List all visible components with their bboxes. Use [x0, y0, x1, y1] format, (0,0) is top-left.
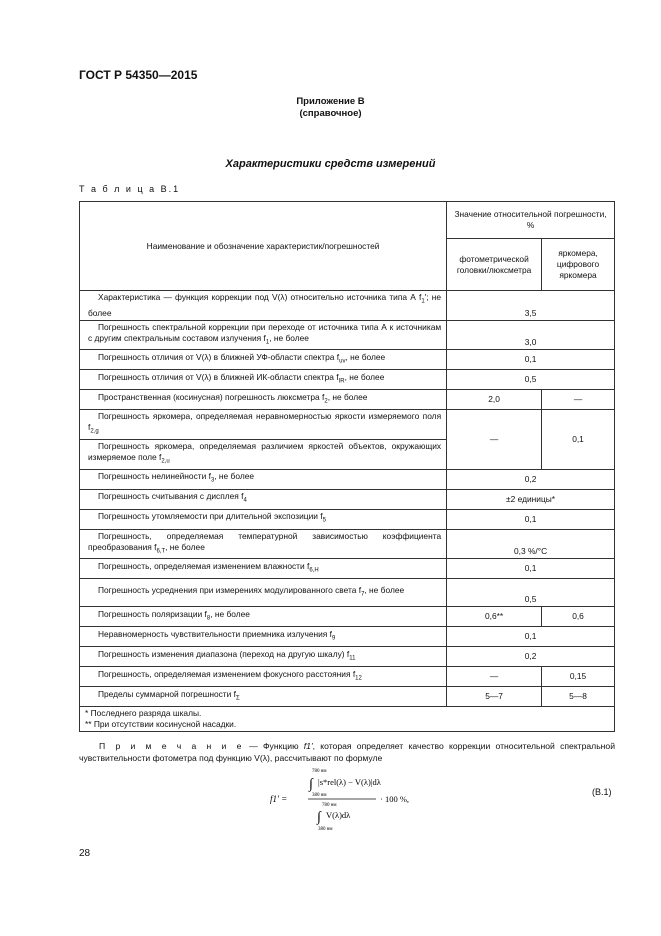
column-header-photometric: фотометрической головки/люксметра — [447, 239, 542, 291]
appendix-title: Приложение В — [296, 96, 365, 107]
page-number: 28 — [79, 848, 91, 859]
column-header-name: Наименование и обозначение характеристик/погрешностей — [80, 202, 447, 291]
table-row: Погрешность яркомера, определяемая неравномерностью яркости измеряемого поля $f_{2,g}$ — [80, 410, 447, 440]
note-paragraph: П р и м е ч а н и е — Функцию f1', которая определяет качество коррекции относительной спектральной чувствительности фотометра под функцию V(λ), рассчитывают по формуле — [79, 741, 615, 763]
formula-lhs: f1' = — [270, 794, 288, 804]
row-value-photometric: 5—7 — [447, 687, 542, 707]
note-label: П р и м е ч а н и е — [99, 741, 244, 751]
formula-numerator: |s*rel(λ) − V(λ)|dλ — [318, 777, 381, 787]
row-value: 3,5 — [447, 291, 615, 321]
upper-limit-top: 780 нм — [312, 769, 327, 774]
table-row: Погрешность утомляемости при длительной экспозиции $f_5$ — [80, 509, 447, 529]
column-header-luminance: яркомера, цифрового яркомера — [542, 239, 615, 291]
table-row: Погрешность считывания с дисплея $f_4$ — [80, 489, 447, 509]
table-row: Характеристика — функция коррекции под V(λ) относительно источника типа А $f_1'$; не более — [80, 291, 447, 321]
lower-limit-top: 380 нм — [312, 793, 327, 798]
row-value: 0,5 — [447, 370, 615, 390]
table-caption: Т а б л и ц а В.1 — [79, 184, 181, 194]
table-footnotes — [80, 707, 615, 732]
row-value-luminance: 0,15 — [542, 667, 615, 687]
equation-number: (В.1) — [592, 787, 612, 797]
table-row: Погрешность, определяемая изменением фокусного расстояния $f_{12}$ — [80, 667, 447, 687]
row-value: 0,1 — [447, 559, 615, 579]
lower-limit-bottom: 380 нм — [318, 827, 333, 832]
row-value: 0,1 — [447, 627, 615, 647]
formula-tail: · 100 %, — [380, 794, 410, 804]
formula-b1 — [250, 766, 450, 836]
row-value-luminance: — — [542, 390, 615, 410]
integral-sign-top: ∫ — [309, 777, 313, 792]
table-row: Пределы суммарной погрешности $f_\Sigma$ — [80, 687, 447, 707]
section-title: Характеристики средств измерений — [225, 158, 436, 170]
table-row: Погрешность изменения диапазона (переход на другую шкалу) $f_{11}$ — [80, 647, 447, 667]
table-row: Погрешность поляризации $f_8$, не более — [80, 607, 447, 627]
table-row: Погрешность яркомера, определяемая различием яркостей объектов, окружающих измеряемое поле $f_{2,u}$ — [80, 440, 447, 470]
characteristics-table — [79, 201, 615, 732]
row-value: 0,3 %/°С — [447, 529, 615, 559]
row-value: 0,2 — [447, 647, 615, 667]
row-value: ±2 единицы* — [447, 489, 615, 509]
row-value-luminance: 0,1 — [542, 410, 615, 469]
table-row: Погрешность спектральной коррекции при переходе от источника типа А к источникам с другим спектральным составом излучения $f_1$, не более — [80, 320, 447, 350]
row-value-photometric: 0,6** — [447, 607, 542, 627]
row-value-photometric: 2,0 — [447, 390, 542, 410]
upper-limit-bottom: 780 нм — [322, 803, 337, 808]
row-value: 3,0 — [447, 320, 615, 350]
table-row: Пространственная (косинусная) погрешность люксметра $f_2$, не более — [80, 390, 447, 410]
row-value: 0,1 — [447, 509, 615, 529]
row-value-luminance: 0,6 — [542, 607, 615, 627]
table-row: Неравномерность чувствительности приемника излучения $f_9$ — [80, 627, 447, 647]
appendix-subtitle: (справочное) — [299, 108, 362, 119]
footnote: ** При отсутствии косинусной насадки. — [85, 719, 237, 730]
row-value-photometric: — — [447, 667, 542, 687]
document-header: ГОСТ Р 54350—2015 — [79, 68, 198, 82]
table-row: Погрешность нелинейности $f_3$, не более — [80, 469, 447, 489]
table-row: Погрешность, определяемая температурной зависимостью коэффициента преобразования $f_{6,T}$, не более — [80, 529, 447, 559]
table-row: Погрешность усреднения при измерениях модулированного света $f_7$, не более — [80, 579, 447, 607]
footnote: * Последнего разряда шкалы. — [85, 708, 202, 719]
integral-sign-bottom: ∫ — [317, 810, 321, 825]
table-row: Погрешность, определяемая изменением влажности $f_{6,H}$ — [80, 559, 447, 579]
row-value-luminance: 5—8 — [542, 687, 615, 707]
row-value: 0,2 — [447, 469, 615, 489]
row-value: 0,1 — [447, 350, 615, 370]
column-header-value: Значение относительной погрешности, % — [447, 202, 615, 239]
row-value: 0,5 — [447, 579, 615, 607]
formula-denominator: V(λ)dλ — [326, 810, 351, 820]
row-value-photometric: — — [447, 410, 542, 469]
table-row: Погрешность отличия от V(λ) в ближней УФ-области спектра $f_{uv}$, не более — [80, 350, 447, 370]
table-row: Погрешность отличия от V(λ) в ближней ИК-области спектра $f_{IR}$, не более — [80, 370, 447, 390]
